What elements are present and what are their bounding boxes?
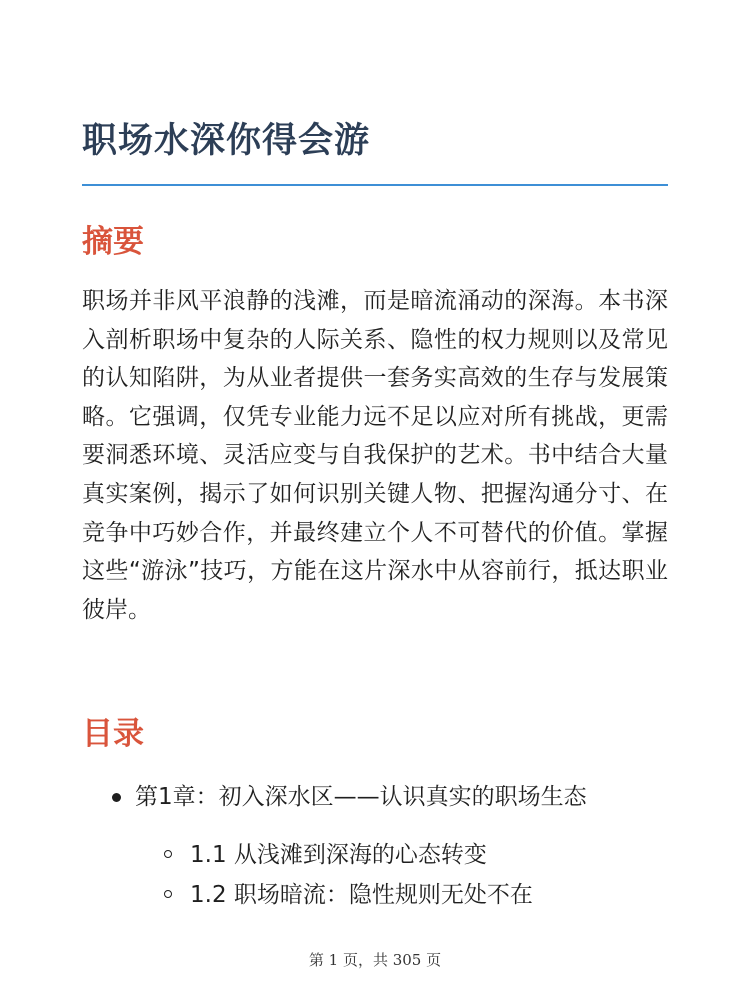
- toc-chapter-label: 第1章：初入深水区——认识真实的职场生态: [135, 784, 587, 810]
- toc-heading: 目录: [82, 716, 144, 752]
- page-number: 第 1 页，共 305 页: [308, 951, 442, 969]
- book-title: 职场水深你得会游: [82, 121, 371, 161]
- toc-section-1-1[interactable]: [190, 838, 487, 872]
- bullet-icon: [112, 793, 121, 802]
- toc-section-1-2[interactable]: [190, 878, 533, 912]
- toc-section-label: 1.2 职场暗流：隐性规则无处不在: [190, 882, 533, 908]
- toc-chapter-1[interactable]: [135, 780, 587, 814]
- hollow-bullet-icon: [164, 850, 172, 858]
- abstract-heading: 摘要: [82, 224, 144, 260]
- toc-section-label: 1.1 从浅滩到深海的心态转变: [190, 842, 487, 868]
- title-divider: [82, 184, 668, 186]
- hollow-bullet-icon: [164, 890, 172, 898]
- abstract-text: 职场并非风平浪静的浅滩，而是暗流涌动的深海。本书深入剖析职场中复杂的人际关系、隐性的权力规则以及常见的认知陷阱，为从业者提供一套务实高效的生存与发展策略。它强调，仅凭专业能力远不足以应对所有挑战，更需要洞悉环境、灵活应变与自我保护的艺术。书中结合大量真实案例，揭示了如何识别关键人物、把握沟通分寸、在竞争中巧妙合作，并最终建立个人不可替代的价值。掌握这些“游泳”技巧，方能在这片深水中从容前行，抵达职业彼岸。: [82, 288, 668, 623]
